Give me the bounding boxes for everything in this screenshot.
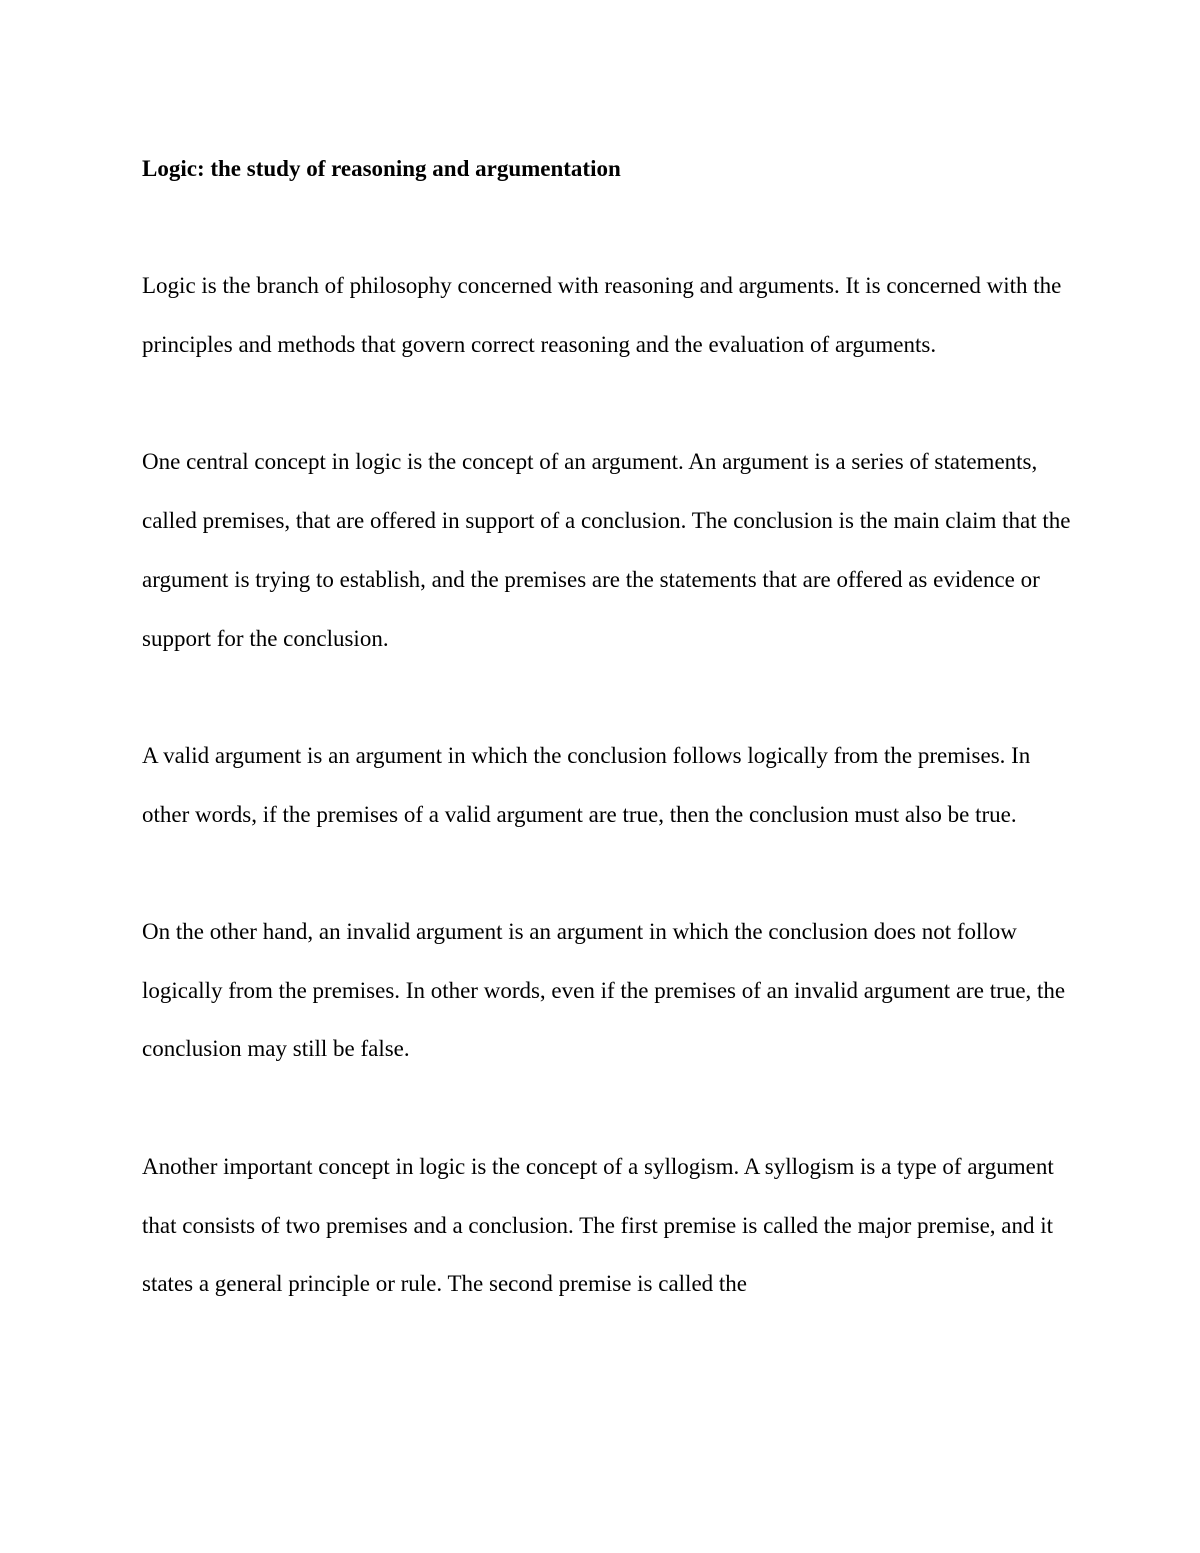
paragraph-syllogism: Another important concept in logic is the concept of a syllogism. A syllogism is a type of argument that consists of two premises and a conclusion. The first premise is called the major premise, and it states a general principle or rule. The second premise is called the <box>142 1153 1054 1297</box>
paragraph-logic-definition: Logic is the branch of philosophy concerned with reasoning and arguments. It is concerned with the principles and methods that govern correct reasoning and the evaluation of arguments. <box>142 273 1062 358</box>
paragraph-gap <box>142 375 1072 434</box>
paragraph-gap <box>142 199 1072 258</box>
paragraph-valid-argument: A valid argument is an argument in which the conclusion follows logically from the premises. In other words, if the premises of a valid argument are true, then the conclusion must also be true. <box>142 742 1031 827</box>
paragraph-gap <box>142 844 1072 903</box>
document-title: Logic: the study of reasoning and argumentation <box>142 156 621 181</box>
paragraph-gap <box>142 668 1072 727</box>
document-body <box>142 140 1072 1314</box>
paragraph-argument-concept: One central concept in logic is the concept of an argument. An argument is a series of statements, called premises, that are offered in support of a conclusion. The conclusion is the main claim that the argument is trying to establish, and the premises are the statements that are offered as evidence or support for the conclusion. <box>142 449 1071 651</box>
paragraph-invalid-argument: On the other hand, an invalid argument is an argument in which the conclusion does not follow logically from the premises. In other words, even if the premises of an invalid argument are true, the conclusion may still be false. <box>142 919 1066 1062</box>
paragraph-gap <box>142 1079 1072 1138</box>
